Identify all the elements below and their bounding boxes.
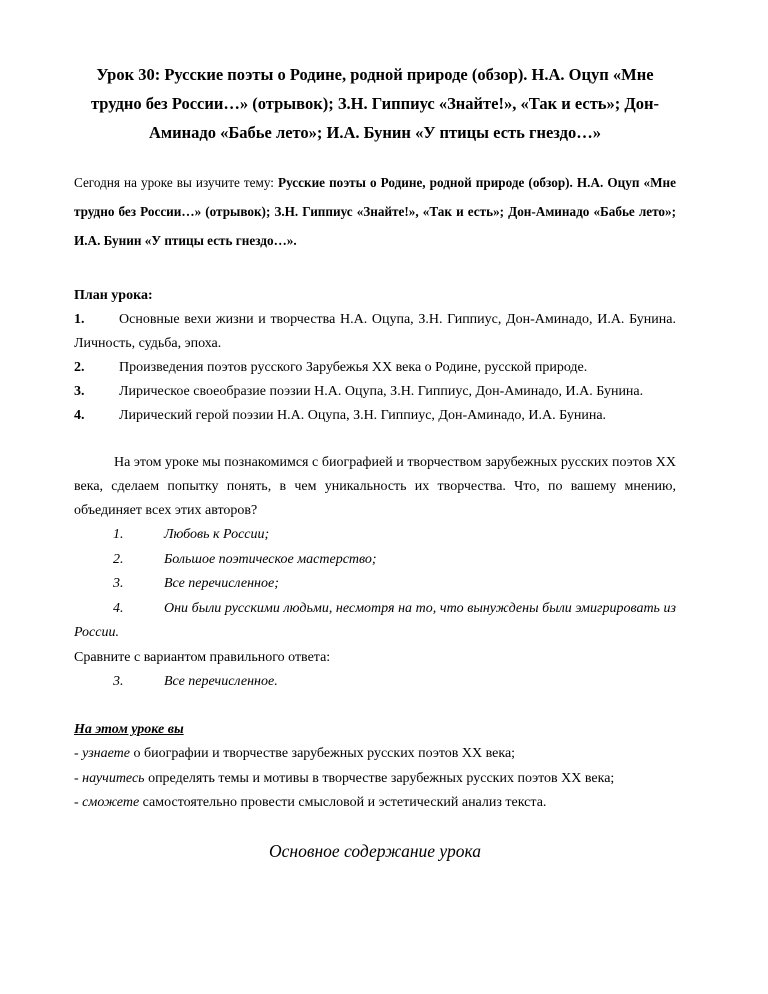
option-number: 1. [113, 527, 124, 542]
plan-item-text: Лирический герой поэзии Н.А. Оцупа, З.Н. Гиппиус, Дон-Аминадо, И.А. Бунина. [119, 408, 607, 423]
question-paragraph: На этом уроке мы познакомимся с биографией и творчеством зарубежных русских поэтов XX века, сделаем попытку понять, в чем уникальность их творчества. Что, по вашему мнению, объединяет всех этих авторов? [74, 455, 676, 518]
option-text: Все перечисленное; [164, 576, 279, 591]
plan-heading: План урока: [74, 288, 153, 303]
goals-heading: На этом уроке вы [74, 722, 184, 737]
option-text: Любовь к России; [164, 527, 270, 542]
option-number: 3. [113, 673, 124, 689]
plan-item-text: Лирическое своеобразие поэзии Н.А. Оцупа, З.Н. Гиппиус, Дон-Аминадо, И.А. Бунина. [119, 384, 644, 399]
goal-verb: научитесь [82, 770, 145, 786]
lesson-title: Урок 30: Русские поэты о Родине, родной природе (обзор). Н.А. Оцуп «Мне трудно без России…» (отрывок); З.Н. Гиппиус «Знайте!», «Так и есть»; Дон-Аминадо «Бабье лето»; И.А. Бунин «У птицы есть гнездо…» [91, 65, 659, 142]
answer-options [74, 523, 676, 646]
plan-item-number: 4. [74, 408, 85, 423]
answer-option [74, 548, 676, 573]
goal-text: самостоятельно провести смысловой и эстетический анализ текста. [139, 795, 547, 810]
intro-prefix: Сегодня на уроке вы изучите тему: [74, 175, 279, 190]
answer-option [74, 523, 676, 548]
option-text: Они были русскими людьми, несмотря на то, что вынуждены были эмигрировать из России. [74, 600, 676, 640]
main-content-heading: Основное содержание урока [269, 840, 481, 861]
goal-item [74, 791, 676, 816]
option-number: 3. [113, 576, 124, 591]
document-page [74, 0, 676, 863]
intro-topic: Русские поэты о Родине, родной природе (обзор). Н.А. Оцуп «Мне трудно без России…» (отрывок); З.Н. Гиппиус «Знайте!», «Так и есть»; Дон-Аминадо «Бабье лето»; И.А. Бунин «У птицы есть гнездо…». [74, 175, 676, 248]
option-number: 2. [113, 551, 124, 567]
goal-dash: - [74, 746, 83, 761]
lesson-intro [74, 168, 676, 255]
plan-item-number: 3. [74, 384, 85, 399]
goal-text: определять темы и мотивы в творчестве зарубежных русских поэтов XX века; [144, 770, 615, 786]
answer-option [74, 670, 676, 695]
answer-option [74, 572, 676, 597]
plan-item-text: Основные вехи жизни и творчества Н.А. Оцупа, З.Н. Гиппиус, Дон-Аминадо, И.А. Бунина. Личность, судьба, эпоха. [74, 312, 676, 351]
goal-dash: - [74, 770, 83, 786]
option-text: Большое поэтическое мастерство; [164, 551, 377, 567]
goal-item [74, 742, 676, 767]
plan-item-text: Произведения поэтов русского Зарубежья XX века о Родине, русской природе. [119, 360, 588, 375]
goal-item [74, 767, 676, 792]
plan-item [74, 308, 676, 356]
plan-list [74, 308, 676, 428]
plan-item [74, 380, 676, 404]
option-text: Все перечисленное. [164, 673, 278, 689]
goal-text: о биографии и творчестве зарубежных русских поэтов XX века; [129, 746, 516, 761]
plan-item-number: 1. [74, 312, 85, 327]
correct-answer [74, 670, 676, 695]
option-number: 4. [113, 600, 124, 616]
goals-list [74, 742, 676, 816]
plan-item [74, 404, 676, 428]
plan-item-number: 2. [74, 360, 85, 375]
answer-option [74, 597, 676, 646]
goal-verb: узнаете [82, 746, 130, 761]
plan-item [74, 356, 676, 380]
goal-verb: сможете [82, 795, 140, 810]
compare-label: Сравните с вариантом правильного ответа: [74, 649, 331, 665]
goal-dash: - [74, 795, 83, 810]
